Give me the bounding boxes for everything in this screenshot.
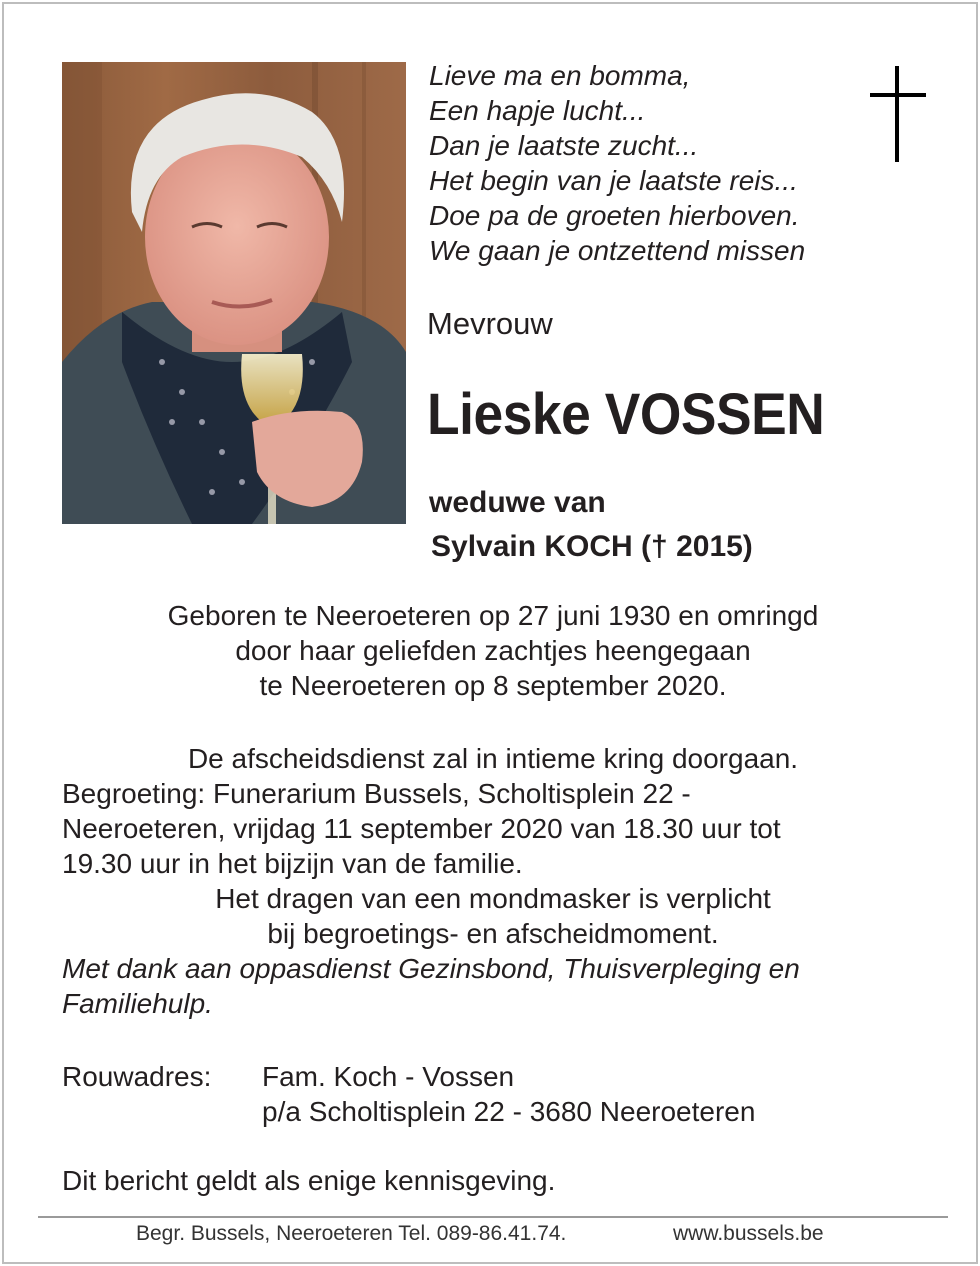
funeral-home-contact: Begr. Bussels, Neeroeteren Tel. 089-86.41.74.	[136, 1222, 567, 1245]
visit-line: 19.30 uur in het bijzijn van de familie.	[62, 848, 523, 879]
birth-line: Geboren te Neeroeteren op 27 juni 1930 en omringd	[167, 600, 819, 631]
poem	[429, 58, 805, 268]
address-line: p/a Scholtisplein 22 - 3680 Neeroeteren	[262, 1096, 756, 1127]
address-label: Rouwadres:	[62, 1061, 212, 1092]
poem-line: Dan je laatste zucht...	[429, 130, 699, 161]
website-link[interactable]: www.bussels.be	[673, 1222, 824, 1245]
mask-line: bij begroetings- en afscheidmoment.	[267, 918, 719, 949]
service-intro: De afscheidsdienst zal in intieme kring doorgaan.	[187, 743, 799, 774]
address-line: Fam. Koch - Vossen	[262, 1061, 515, 1092]
widow-label: weduwe van	[429, 486, 606, 519]
poem-line: Doe pa de groeten hierboven.	[429, 200, 800, 231]
thanks-line: Met dank aan oppasdienst Gezinsbond, Thuisverpleging en	[62, 953, 800, 984]
thanks-line: Familiehulp.	[62, 988, 213, 1019]
mask-line: Het dragen van een mondmasker is verplicht	[215, 883, 771, 914]
birth-line: te Neeroeteren op 8 september 2020.	[259, 670, 727, 701]
birth-death-info	[62, 598, 924, 703]
cross-icon	[870, 66, 926, 164]
visit-line: Neeroeteren, vrijdag 11 september 2020 van 18.30 uur tot	[62, 813, 781, 844]
spouse-name: Sylvain KOCH († 2015)	[431, 530, 753, 563]
poem-line: We gaan je ontzettend missen	[429, 235, 806, 266]
deceased-name: Lieske VOSSEN	[427, 382, 825, 447]
poem-line: Het begin van je laatste reis...	[429, 165, 798, 196]
poem-line: Lieve ma en bomma,	[429, 60, 691, 91]
title-prefix: Mevrouw	[427, 306, 553, 341]
divider	[38, 1216, 948, 1218]
poem-line: Een hapje lucht...	[429, 95, 646, 126]
portrait-photo	[62, 62, 406, 524]
visit-line: Begroeting: Funerarium Bussels, Scholtisplein 22 -	[62, 778, 691, 809]
notice: Dit bericht geldt als enige kennisgeving.	[62, 1165, 556, 1196]
birth-line: door haar geliefden zachtjes heengegaan	[235, 635, 751, 666]
obituary-card	[2, 2, 978, 1264]
service-info	[62, 741, 924, 1021]
